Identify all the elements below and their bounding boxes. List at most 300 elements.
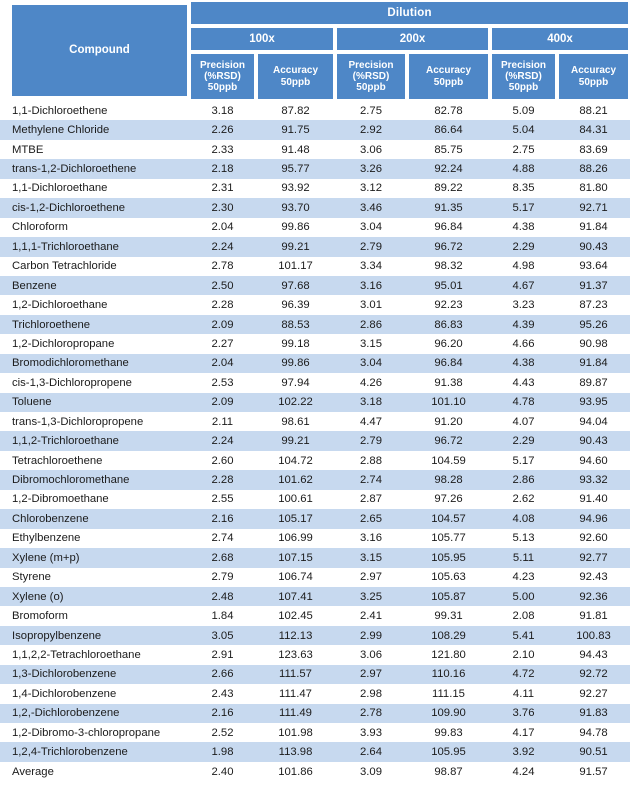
cell-value: 93.70 <box>256 198 335 217</box>
cell-compound-name: Carbon Tetrachloride <box>0 257 189 276</box>
cell-compound-name: Xylene (o) <box>0 587 189 606</box>
cell-value: 2.75 <box>490 140 557 159</box>
cell-value: 93.95 <box>557 393 630 412</box>
cell-value: 109.90 <box>407 704 490 723</box>
cell-value: 91.48 <box>256 140 335 159</box>
cell-value: 88.26 <box>557 159 630 178</box>
cell-value: 2.99 <box>335 626 407 645</box>
cell-value: 3.04 <box>335 354 407 373</box>
cell-value: 3.06 <box>335 140 407 159</box>
cell-value: 3.23 <box>490 295 557 314</box>
cell-value: 4.47 <box>335 412 407 431</box>
cell-value: 96.84 <box>407 354 490 373</box>
cell-value: 99.18 <box>256 334 335 353</box>
cell-value: 2.09 <box>189 315 256 334</box>
cell-value: 2.66 <box>189 665 256 684</box>
cell-value: 113.98 <box>256 742 335 761</box>
metric-line-2: 50ppb <box>280 76 311 88</box>
metric-line-3: 50ppb <box>508 82 539 94</box>
cell-value: 3.16 <box>335 529 407 548</box>
cell-value: 2.79 <box>189 568 256 587</box>
cell-value: 85.75 <box>407 140 490 159</box>
cell-value: 91.57 <box>557 762 630 781</box>
table-row <box>0 412 630 431</box>
cell-value: 2.79 <box>335 237 407 256</box>
table-row <box>0 470 630 489</box>
cell-value: 93.32 <box>557 470 630 489</box>
table-row <box>0 451 630 470</box>
cell-value: 4.26 <box>335 373 407 392</box>
cell-value: 2.97 <box>335 568 407 587</box>
cell-compound-name: 1,2-Dibromo-3-chloropropane <box>0 723 189 742</box>
cell-value: 2.16 <box>189 704 256 723</box>
cell-value: 2.16 <box>189 509 256 528</box>
cell-value: 3.15 <box>335 548 407 567</box>
cell-value: 3.76 <box>490 704 557 723</box>
cell-value: 3.93 <box>335 723 407 742</box>
cell-compound-name: Styrene <box>0 568 189 587</box>
cell-value: 94.43 <box>557 645 630 664</box>
table-row <box>0 315 630 334</box>
cell-value: 2.92 <box>335 120 407 139</box>
cell-value: 90.43 <box>557 431 630 450</box>
cell-compound-name: Trichloroethene <box>0 315 189 334</box>
cell-value: 98.87 <box>407 762 490 781</box>
cell-value: 3.18 <box>189 101 256 120</box>
cell-value: 2.74 <box>335 470 407 489</box>
cell-value: 101.10 <box>407 393 490 412</box>
table-row <box>0 723 630 742</box>
table-row <box>0 159 630 178</box>
group-label-100x: 100x <box>191 28 333 50</box>
table-row <box>0 587 630 606</box>
cell-value: 123.63 <box>256 645 335 664</box>
header-cell-compound <box>0 0 189 101</box>
cell-value: 4.67 <box>490 276 557 295</box>
cell-value: 2.68 <box>189 548 256 567</box>
cell-value: 92.72 <box>557 665 630 684</box>
cell-value: 94.78 <box>557 723 630 742</box>
cell-value: 2.24 <box>189 431 256 450</box>
metric-line-3: 50ppb <box>356 82 386 94</box>
cell-value: 4.23 <box>490 568 557 587</box>
cell-value: 111.47 <box>256 684 335 703</box>
cell-value: 92.36 <box>557 587 630 606</box>
cell-value: 2.29 <box>490 237 557 256</box>
cell-value: 2.28 <box>189 295 256 314</box>
cell-value: 2.78 <box>335 704 407 723</box>
cell-value: 110.16 <box>407 665 490 684</box>
cell-value: 99.86 <box>256 218 335 237</box>
cell-compound-name: trans-1,2-Dichloroethene <box>0 159 189 178</box>
cell-value: 92.24 <box>407 159 490 178</box>
cell-value: 104.57 <box>407 509 490 528</box>
cell-value: 2.65 <box>335 509 407 528</box>
cell-value: 97.68 <box>256 276 335 295</box>
cell-value: 101.86 <box>256 762 335 781</box>
cell-value: 83.69 <box>557 140 630 159</box>
compound-header-label: Compound <box>12 5 187 96</box>
cell-value: 100.61 <box>256 490 335 509</box>
cell-compound-name: 1,1,2-Trichloroethane <box>0 431 189 450</box>
cell-value: 2.33 <box>189 140 256 159</box>
cell-value: 2.53 <box>189 373 256 392</box>
cell-value: 8.35 <box>490 179 557 198</box>
cell-value: 2.78 <box>189 257 256 276</box>
cell-value: 3.92 <box>490 742 557 761</box>
cell-compound-name: 1,1,1-Trichloroethane <box>0 237 189 256</box>
cell-value: 91.84 <box>557 218 630 237</box>
table-row <box>0 742 630 761</box>
header-cell-group-400x <box>490 26 630 52</box>
cell-value: 2.28 <box>189 470 256 489</box>
header-cell-group-100x <box>189 26 335 52</box>
table-row <box>0 276 630 295</box>
cell-value: 96.72 <box>407 237 490 256</box>
cell-value: 90.51 <box>557 742 630 761</box>
header-cell-precision-400x <box>490 52 557 101</box>
cell-value: 84.31 <box>557 120 630 139</box>
header-cell-precision-100x <box>189 52 256 101</box>
cell-value: 4.17 <box>490 723 557 742</box>
cell-value: 3.05 <box>189 626 256 645</box>
cell-value: 2.98 <box>335 684 407 703</box>
cell-value: 2.04 <box>189 354 256 373</box>
table-row <box>0 198 630 217</box>
cell-value: 2.55 <box>189 490 256 509</box>
dilution-header-label: Dilution <box>191 2 628 24</box>
cell-value: 2.52 <box>189 723 256 742</box>
cell-value: 3.15 <box>335 334 407 353</box>
cell-value: 3.04 <box>335 218 407 237</box>
cell-value: 3.01 <box>335 295 407 314</box>
cell-value: 91.84 <box>557 354 630 373</box>
cell-value: 98.28 <box>407 470 490 489</box>
cell-compound-name: Isopropylbenzene <box>0 626 189 645</box>
cell-compound-name: Dibromochloromethane <box>0 470 189 489</box>
cell-value: 92.77 <box>557 548 630 567</box>
cell-value: 2.11 <box>189 412 256 431</box>
cell-value: 99.21 <box>256 431 335 450</box>
table-row <box>0 120 630 139</box>
cell-value: 111.15 <box>407 684 490 703</box>
table-row <box>0 257 630 276</box>
cell-value: 2.41 <box>335 606 407 625</box>
cell-value: 121.80 <box>407 645 490 664</box>
cell-compound-name: trans-1,3-Dichloropropene <box>0 412 189 431</box>
cell-value: 95.01 <box>407 276 490 295</box>
cell-value: 89.87 <box>557 373 630 392</box>
table-row <box>0 704 630 723</box>
cell-value: 93.64 <box>557 257 630 276</box>
cell-value: 2.62 <box>490 490 557 509</box>
cell-value: 107.15 <box>256 548 335 567</box>
cell-value: 4.07 <box>490 412 557 431</box>
cell-value: 96.39 <box>256 295 335 314</box>
metric-line-1: Precision <box>348 59 394 71</box>
cell-value: 2.31 <box>189 179 256 198</box>
cell-value: 104.59 <box>407 451 490 470</box>
table-row <box>0 490 630 509</box>
cell-compound-name: 1,1-Dichloroethene <box>0 101 189 120</box>
cell-value: 112.13 <box>256 626 335 645</box>
cell-value: 92.60 <box>557 529 630 548</box>
cell-value: 5.11 <box>490 548 557 567</box>
metric-line-2: 50ppb <box>578 76 609 88</box>
cell-compound-name: Ethylbenzene <box>0 529 189 548</box>
cell-value: 91.83 <box>557 704 630 723</box>
cell-compound-name: 1,2-Dibromoethane <box>0 490 189 509</box>
cell-value: 87.82 <box>256 101 335 120</box>
cell-value: 92.71 <box>557 198 630 217</box>
cell-value: 1.84 <box>189 606 256 625</box>
cell-value: 4.43 <box>490 373 557 392</box>
table-row <box>0 568 630 587</box>
cell-compound-name: Xylene (m+p) <box>0 548 189 567</box>
table-row <box>0 237 630 256</box>
metric-header-accuracy-400x <box>559 54 628 99</box>
cell-value: 5.00 <box>490 587 557 606</box>
cell-value: 96.84 <box>407 218 490 237</box>
cell-value: 89.22 <box>407 179 490 198</box>
cell-compound-name: Methylene Chloride <box>0 120 189 139</box>
cell-value: 4.38 <box>490 354 557 373</box>
cell-value: 93.92 <box>256 179 335 198</box>
cell-value: 5.17 <box>490 198 557 217</box>
cell-value: 94.60 <box>557 451 630 470</box>
cell-value: 2.87 <box>335 490 407 509</box>
cell-value: 4.66 <box>490 334 557 353</box>
metric-line-1: Accuracy <box>571 65 617 77</box>
cell-value: 86.64 <box>407 120 490 139</box>
cell-value: 94.96 <box>557 509 630 528</box>
cell-value: 5.17 <box>490 451 557 470</box>
cell-value: 99.86 <box>256 354 335 373</box>
cell-value: 2.75 <box>335 101 407 120</box>
cell-value: 94.04 <box>557 412 630 431</box>
header-row-dilution <box>0 0 630 26</box>
cell-value: 102.22 <box>256 393 335 412</box>
cell-compound-name: Chlorobenzene <box>0 509 189 528</box>
cell-value: 105.63 <box>407 568 490 587</box>
header-cell-precision-200x <box>335 52 407 101</box>
cell-value: 101.62 <box>256 470 335 489</box>
cell-value: 106.99 <box>256 529 335 548</box>
cell-value: 101.17 <box>256 257 335 276</box>
cell-value: 91.81 <box>557 606 630 625</box>
cell-value: 3.46 <box>335 198 407 217</box>
cell-value: 2.74 <box>189 529 256 548</box>
cell-value: 95.77 <box>256 159 335 178</box>
cell-value: 105.95 <box>407 742 490 761</box>
cell-value: 105.95 <box>407 548 490 567</box>
metric-line-1: Precision <box>199 59 246 71</box>
metric-header-accuracy-100x <box>258 54 333 99</box>
cell-value: 2.18 <box>189 159 256 178</box>
metric-header-precision-400x <box>492 54 555 99</box>
cell-value: 2.50 <box>189 276 256 295</box>
table-row <box>0 665 630 684</box>
cell-value: 5.04 <box>490 120 557 139</box>
table-row <box>0 334 630 353</box>
cell-value: 111.49 <box>256 704 335 723</box>
cell-value: 3.06 <box>335 645 407 664</box>
cell-value: 2.43 <box>189 684 256 703</box>
cell-value: 2.48 <box>189 587 256 606</box>
cell-value: 4.24 <box>490 762 557 781</box>
cell-value: 4.08 <box>490 509 557 528</box>
table-row <box>0 684 630 703</box>
cell-value: 2.79 <box>335 431 407 450</box>
cell-compound-name: 1,2,-Dichlorobenzene <box>0 704 189 723</box>
cell-compound-name: Bromoform <box>0 606 189 625</box>
cell-value: 91.38 <box>407 373 490 392</box>
table-header <box>0 0 630 101</box>
table-row <box>0 179 630 198</box>
metric-header-precision-100x <box>191 54 254 99</box>
cell-value: 4.78 <box>490 393 557 412</box>
cell-value: 2.04 <box>189 218 256 237</box>
cell-value: 105.77 <box>407 529 490 548</box>
cell-value: 5.13 <box>490 529 557 548</box>
cell-value: 2.30 <box>189 198 256 217</box>
cell-compound-name: Toluene <box>0 393 189 412</box>
cell-value: 3.34 <box>335 257 407 276</box>
cell-value: 2.60 <box>189 451 256 470</box>
cell-value: 2.86 <box>490 470 557 489</box>
cell-value: 2.24 <box>189 237 256 256</box>
table-row <box>0 140 630 159</box>
cell-value: 87.23 <box>557 295 630 314</box>
cell-value: 2.86 <box>335 315 407 334</box>
table-row <box>0 373 630 392</box>
cell-compound-name: Chloroform <box>0 218 189 237</box>
cell-value: 105.17 <box>256 509 335 528</box>
cell-value: 5.41 <box>490 626 557 645</box>
cell-value: 98.61 <box>256 412 335 431</box>
cell-value: 2.88 <box>335 451 407 470</box>
table-row <box>0 509 630 528</box>
table-row <box>0 295 630 314</box>
metric-line-1: Precision <box>500 59 547 71</box>
metric-line-3: 50ppb <box>207 82 238 94</box>
cell-value: 107.41 <box>256 587 335 606</box>
header-cell-accuracy-100x <box>256 52 335 101</box>
cell-value: 3.12 <box>335 179 407 198</box>
cell-value: 3.16 <box>335 276 407 295</box>
cell-value: 2.97 <box>335 665 407 684</box>
cell-value: 91.75 <box>256 120 335 139</box>
metric-line-1: Accuracy <box>425 65 472 77</box>
table-row <box>0 548 630 567</box>
cell-value: 2.10 <box>490 645 557 664</box>
cell-value: 2.29 <box>490 431 557 450</box>
cell-value: 108.29 <box>407 626 490 645</box>
cell-value: 82.78 <box>407 101 490 120</box>
cell-compound-name: 1,2,4-Trichlorobenzene <box>0 742 189 761</box>
cell-value: 4.39 <box>490 315 557 334</box>
cell-value: 90.43 <box>557 237 630 256</box>
table-row <box>0 529 630 548</box>
metric-line-2: (%RSD) <box>204 70 241 82</box>
table-row <box>0 626 630 645</box>
header-cell-dilution <box>189 0 630 26</box>
cell-value: 4.98 <box>490 257 557 276</box>
cell-value: 3.26 <box>335 159 407 178</box>
cell-value: 4.88 <box>490 159 557 178</box>
cell-compound-name: cis-1,3-Dichloropropene <box>0 373 189 392</box>
table-row <box>0 218 630 237</box>
cell-compound-name: 1,4-Dichlorobenzene <box>0 684 189 703</box>
cell-value: 2.64 <box>335 742 407 761</box>
cell-value: 111.57 <box>256 665 335 684</box>
cell-value: 2.08 <box>490 606 557 625</box>
cell-value: 90.98 <box>557 334 630 353</box>
cell-value: 99.31 <box>407 606 490 625</box>
metric-header-precision-200x <box>337 54 405 99</box>
table-row <box>0 354 630 373</box>
cell-value: 98.32 <box>407 257 490 276</box>
cell-value: 92.27 <box>557 684 630 703</box>
cell-value: 95.26 <box>557 315 630 334</box>
cell-compound-name: MTBE <box>0 140 189 159</box>
metric-header-accuracy-200x <box>409 54 488 99</box>
metric-line-2: 50ppb <box>433 76 464 88</box>
cell-value: 5.09 <box>490 101 557 120</box>
cell-compound-name: 1,2-Dichloropropane <box>0 334 189 353</box>
cell-value: 92.43 <box>557 568 630 587</box>
cell-value: 97.26 <box>407 490 490 509</box>
cell-value: 3.25 <box>335 587 407 606</box>
cell-compound-name: 1,2-Dichloroethane <box>0 295 189 314</box>
cell-value: 99.21 <box>256 237 335 256</box>
cell-value: 2.27 <box>189 334 256 353</box>
cell-value: 2.91 <box>189 645 256 664</box>
cell-compound-name: 1,1,2,2-Tetrachloroethane <box>0 645 189 664</box>
table-row <box>0 101 630 120</box>
group-label-400x: 400x <box>492 28 628 50</box>
cell-value: 86.83 <box>407 315 490 334</box>
cell-value: 99.83 <box>407 723 490 742</box>
cell-value: 104.72 <box>256 451 335 470</box>
metric-line-2: (%RSD) <box>352 70 390 82</box>
cell-compound-name: Benzene <box>0 276 189 295</box>
cell-value: 4.72 <box>490 665 557 684</box>
cell-value: 91.20 <box>407 412 490 431</box>
cell-value: 1.98 <box>189 742 256 761</box>
cell-compound-name: 1,1-Dichloroethane <box>0 179 189 198</box>
cell-compound-name: cis-1,2-Dichloroethene <box>0 198 189 217</box>
cell-value: 100.83 <box>557 626 630 645</box>
cell-value: 4.11 <box>490 684 557 703</box>
cell-value: 2.40 <box>189 762 256 781</box>
cell-value: 3.18 <box>335 393 407 412</box>
cell-compound-name: Average <box>0 762 189 781</box>
cell-value: 101.98 <box>256 723 335 742</box>
group-label-200x: 200x <box>337 28 488 50</box>
table-row <box>0 645 630 664</box>
cell-value: 92.23 <box>407 295 490 314</box>
cell-value: 106.74 <box>256 568 335 587</box>
cell-compound-name: Tetrachloroethene <box>0 451 189 470</box>
cell-value: 91.37 <box>557 276 630 295</box>
cell-value: 4.38 <box>490 218 557 237</box>
header-cell-group-200x <box>335 26 490 52</box>
cell-compound-name: Bromodichloromethane <box>0 354 189 373</box>
cell-value: 88.21 <box>557 101 630 120</box>
cell-value: 88.53 <box>256 315 335 334</box>
cell-value: 3.09 <box>335 762 407 781</box>
